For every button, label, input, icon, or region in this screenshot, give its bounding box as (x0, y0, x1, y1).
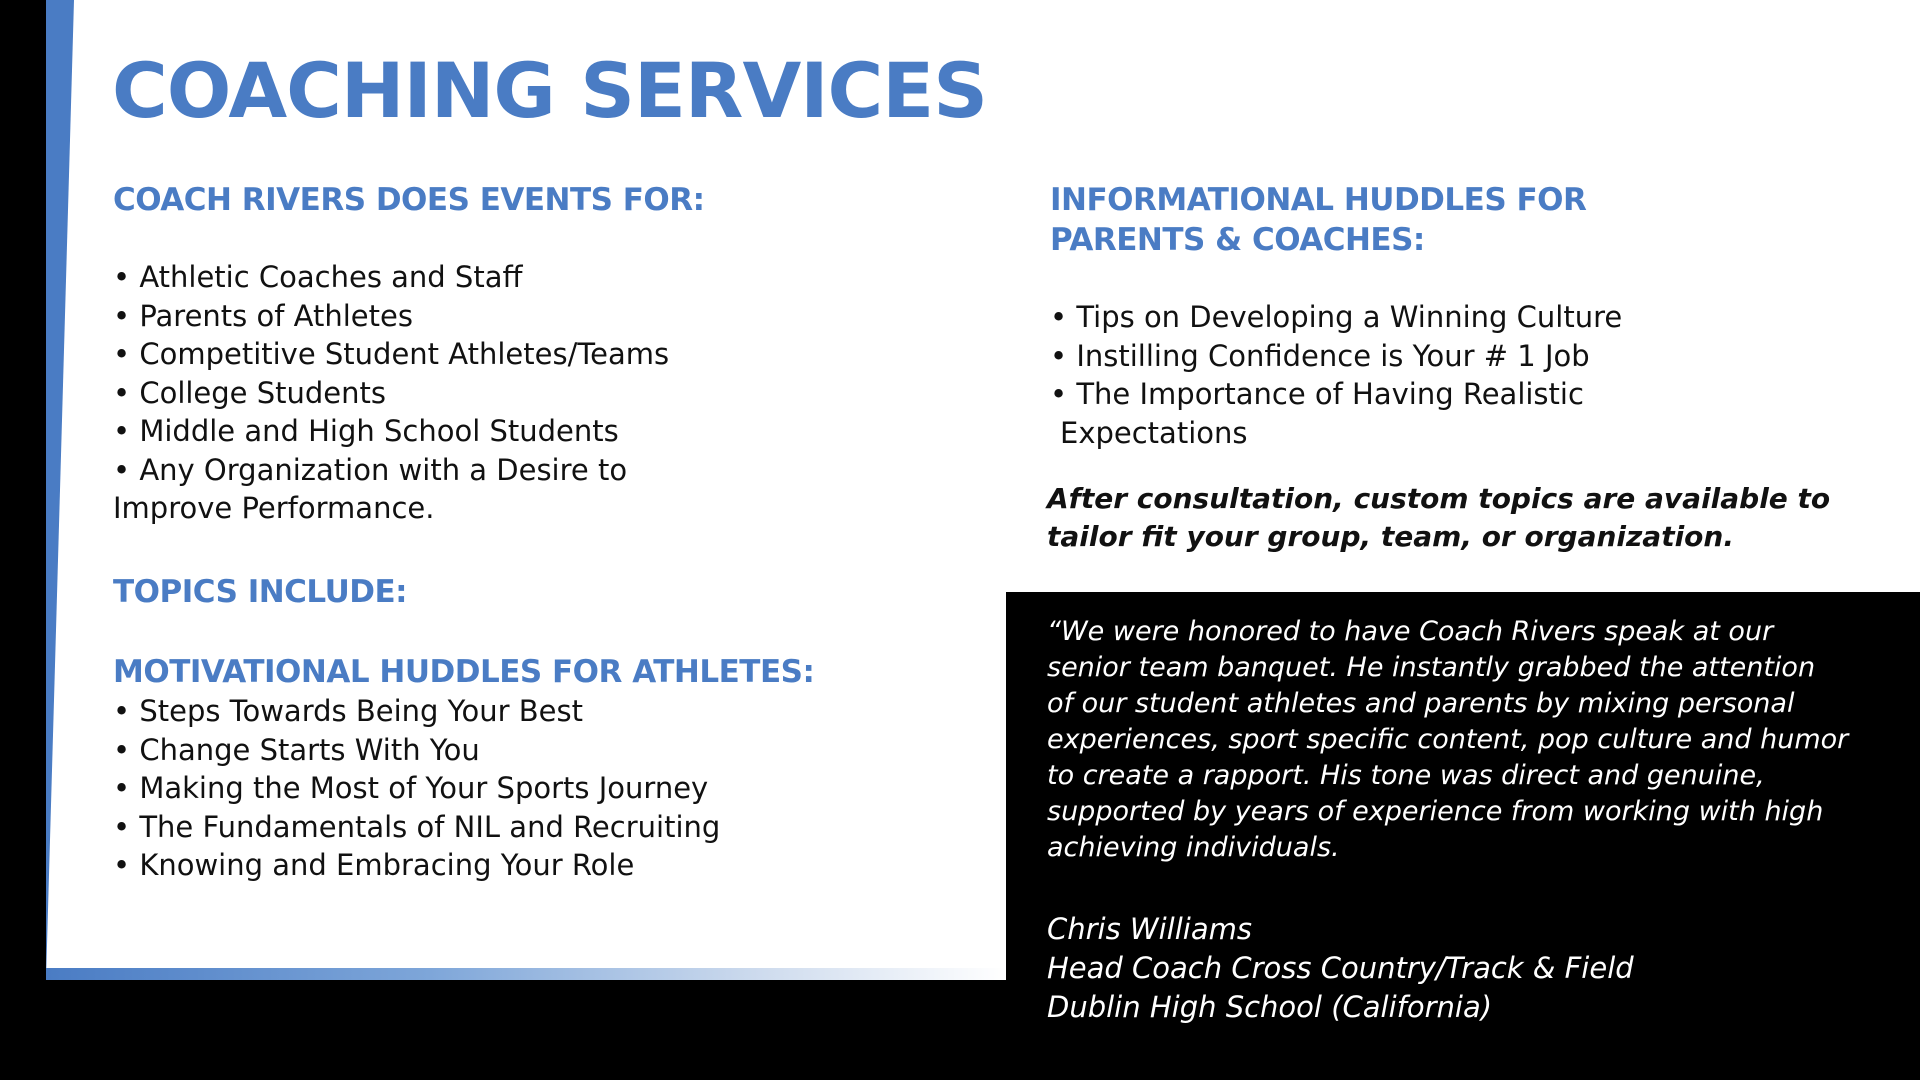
quote-line: supported by years of experience from working with high (1047, 796, 1824, 827)
informational-heading-line2: PARENTS & COACHES: (1050, 222, 1425, 258)
list-item: • Parents of Athletes (113, 297, 973, 336)
events-heading: COACH RIVERS DOES EVENTS FOR: (113, 182, 705, 218)
quote-line: experiences, sport specific content, pop culture and humor (1047, 724, 1849, 755)
testimonial-quote (1047, 614, 1907, 866)
list-item: • Instilling Confidence is Your # 1 Job (1050, 337, 1890, 376)
author-name: Chris Williams (1047, 912, 1252, 946)
events-list (113, 258, 973, 489)
author-role: Head Coach Cross Country/Track & Field (1047, 951, 1634, 985)
topics-heading: TOPICS INCLUDE: (113, 574, 408, 610)
motivational-heading: MOTIVATIONAL HUDDLES FOR ATHLETES: (113, 654, 815, 690)
motivational-list (113, 692, 993, 885)
informational-continuation: Expectations (1060, 415, 1248, 450)
custom-note-line1: After consultation, custom topics are available to (1047, 482, 1831, 515)
testimonial-attribution (1047, 910, 1907, 1027)
motivational-section (113, 652, 993, 885)
list-item: • Any Organization with a Desire to (113, 451, 973, 490)
list-item: • Tips on Developing a Winning Culture (1050, 298, 1890, 337)
blue-gradient-bar (46, 968, 1006, 980)
quote-line: senior team banquet. He instantly grabbed the attention (1047, 652, 1816, 683)
informational-section (1050, 180, 1890, 452)
quote-line: to create a rapport. His tone was direct and genuine, (1047, 760, 1765, 791)
list-item: • Knowing and Embracing Your Role (113, 846, 993, 885)
events-section (113, 180, 973, 528)
informational-list (1050, 298, 1890, 414)
custom-note-line2: tailor fit your group, team, or organization. (1047, 520, 1734, 553)
list-item: • Making the Most of Your Sports Journey (113, 769, 993, 808)
quote-line: achieving individuals. (1047, 832, 1340, 863)
events-continuation: Improve Performance. (113, 491, 435, 525)
author-school: Dublin High School (California) (1047, 990, 1493, 1024)
topics-section (113, 572, 973, 612)
list-item: • Athletic Coaches and Staff (113, 258, 973, 297)
informational-heading-line1: INFORMATIONAL HUDDLES FOR (1050, 182, 1587, 218)
list-item: • The Fundamentals of NIL and Recruiting (113, 808, 993, 847)
list-item: • College Students (113, 374, 973, 413)
list-item: • The Importance of Having Realistic (1050, 375, 1890, 414)
page-title: COACHING SERVICES (112, 46, 987, 135)
custom-note (1047, 480, 1907, 556)
list-item: • Middle and High School Students (113, 412, 973, 451)
list-item: • Steps Towards Being Your Best (113, 692, 993, 731)
list-item: • Competitive Student Athletes/Teams (113, 335, 973, 374)
quote-line: of our student athletes and parents by mixing personal (1047, 688, 1795, 719)
list-item: • Change Starts With You (113, 731, 993, 770)
quote-line: “We were honored to have Coach Rivers speak at our (1047, 616, 1774, 647)
